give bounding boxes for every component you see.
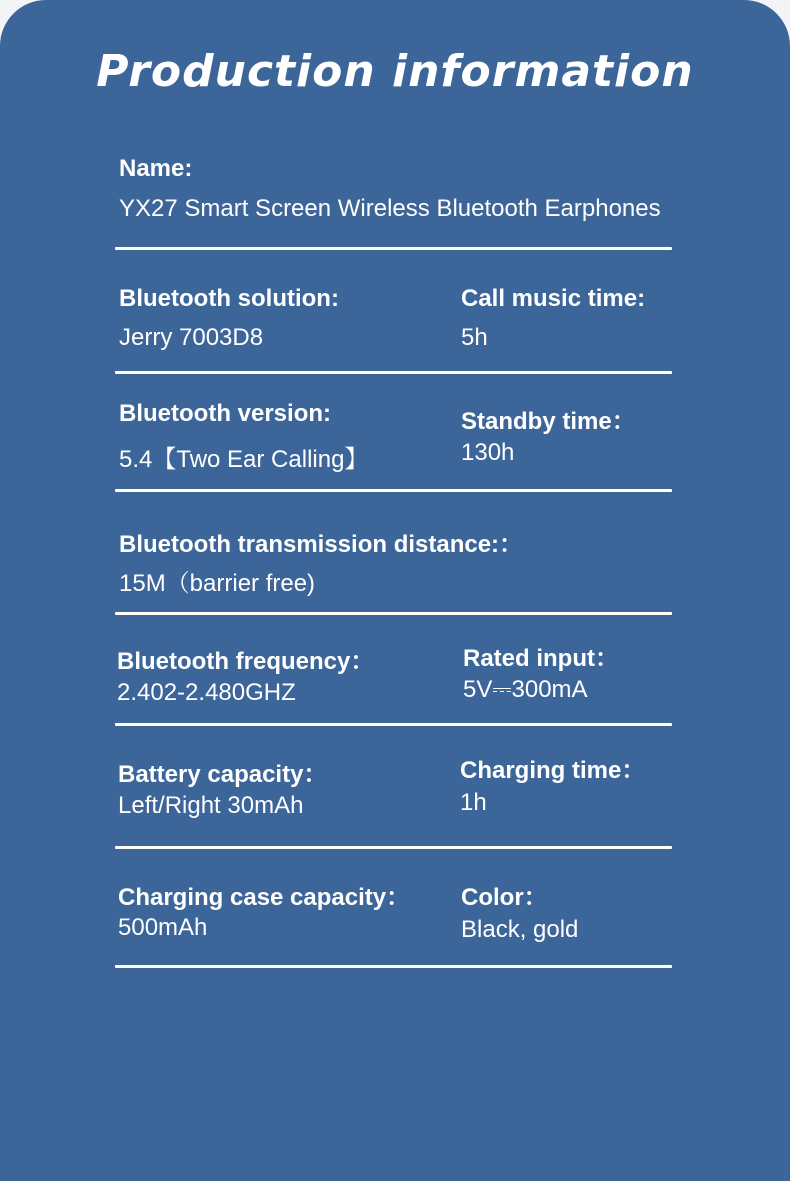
battery-capacity-value: Left/Right 30mAh [118,792,304,819]
charging-time-value: 1h [460,789,487,816]
rated-input-value: 5V⎓300mA [463,676,588,703]
transmission-distance-value: 15M（barrier free) [119,570,316,597]
divider [115,846,672,849]
transmission-distance-label: Bluetooth transmission distance:： [119,531,524,558]
divider [115,965,672,968]
divider [115,612,672,615]
color-value: Black, gold [461,916,579,943]
divider [115,247,672,250]
charging-time-label: Charging time： [460,757,646,784]
page-title: Production information [96,46,694,97]
bluetooth-solution-label: Bluetooth solution: [119,285,339,312]
bluetooth-version-label: Bluetooth version: [119,400,332,427]
bluetooth-version-value: 5.4【Two Ear Calling】 [119,446,369,473]
name-value: YX27 Smart Screen Wireless Bluetooth Earphones [119,195,661,222]
bluetooth-frequency-label: Bluetooth frequency： [117,648,375,675]
charging-case-capacity-label: Charging case capacity： [118,884,411,911]
color-label: Color： [461,884,548,911]
divider [115,723,672,726]
rated-input-label: Rated input： [463,645,619,672]
battery-capacity-label: Battery capacity： [118,761,328,788]
charging-case-capacity-value: 500mAh [118,914,208,941]
bluetooth-solution-value: Jerry 7003D8 [119,324,264,351]
standby-time-value: 130h [461,439,515,466]
divider [115,371,672,374]
bluetooth-frequency-value: 2.402-2.480GHZ [117,679,296,706]
name-label: Name: [119,155,193,182]
divider [115,489,672,492]
standby-time-label: Standby time： [461,408,636,435]
call-music-time-label: Call music time: [461,285,646,312]
call-music-time-value: 5h [461,324,488,351]
